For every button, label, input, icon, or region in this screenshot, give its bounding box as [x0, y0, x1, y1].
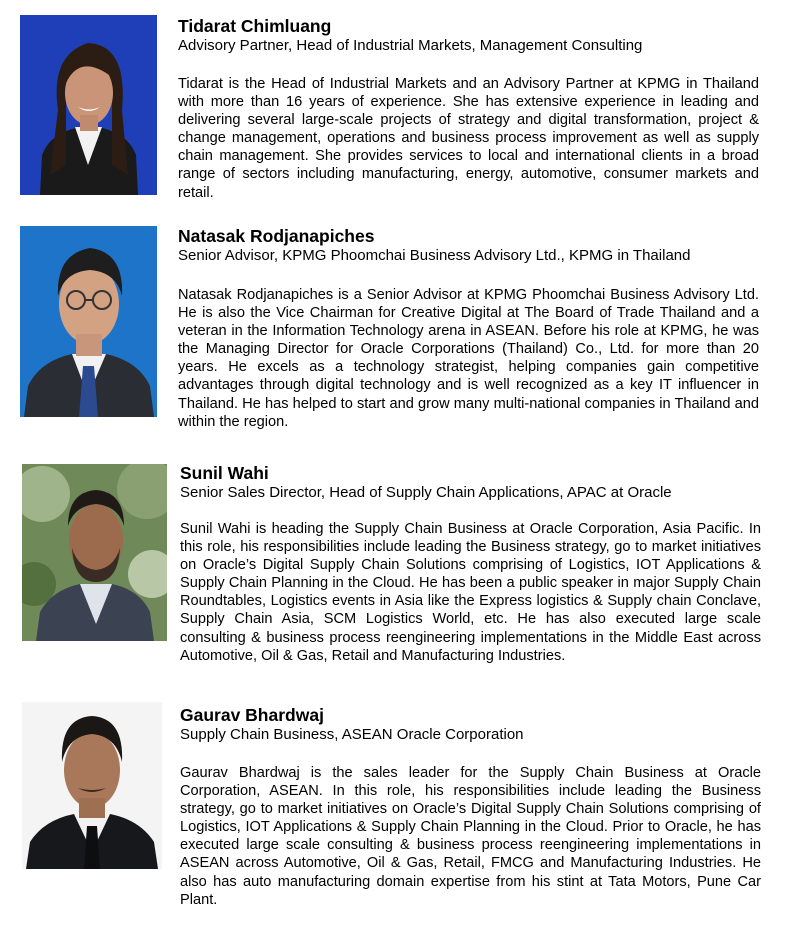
profile-title: Senior Sales Director, Head of Supply Chain Applications, APAC at Oracle — [180, 484, 672, 501]
profile-photo — [20, 15, 157, 195]
profile-name: Tidarat Chimluang — [178, 16, 332, 36]
profile-title: Supply Chain Business, ASEAN Oracle Corporation — [180, 726, 524, 743]
profile-name: Gaurav Bhardwaj — [180, 705, 324, 725]
profile-bio: Gaurav Bhardwaj is the sales leader for the Supply Chain Business at Oracle Corporation, ASEAN. In this role, his responsibilities include leading the Business strategy, go to market initiatives on Oracle’s Digital Supply Chain Solutions comprising of Logistics, IOT Applications & Supply Chain Planning in the Cloud. Prior to Oracle, he has executed large scale consulting & business process reengineering implementations in ASEAN across Automotive, Oil & Gas, Retail, FMCG and Manufacturing Industries. He also has auto manufacturing domain expertise from his stint at Tata Motors, Pune Car Plant. — [180, 765, 761, 908]
profile-name: Sunil Wahi — [180, 463, 269, 483]
profile-title: Advisory Partner, Head of Industrial Markets, Management Consulting — [178, 37, 643, 54]
profile-name: Natasak Rodjanapiches — [178, 226, 375, 246]
profile-photo — [22, 702, 162, 869]
profile-bio: Tidarat is the Head of Industrial Markets and an Advisory Partner at KPMG in Thailand with more than 16 years of experience. She has extensive experience in leading and delivering several large-scale projects of strategy and digital transformation, project & change management, operations and business process improvement as well as supply chain management. She provides services to local and international clients in a broad range of sectors including manufacturing, energy, automotive, consumer markets and retail. — [178, 76, 759, 201]
profile-bio: Sunil Wahi is heading the Supply Chain Business at Oracle Corporation, Asia Pacific. In this role, his responsibilities include leading the Business strategy, go to market initiatives on Oracle’s Digital Supply Chain Solutions comprising of Logistics, IOT Applications & Supply Chain Planning in the Cloud. He has been a public speaker in major Supply Chain Roundtables, Logistics events in Asia like the Express logistics & Supply chain Conclave, Supply Chain Asia, SCM Logistics World, etc. He has also executed large scale consulting & business process reengineering implementations in the Middle East across Automotive, Oil & Gas, Retail and Manufacturing Industries. — [180, 521, 761, 664]
profile-photo — [22, 464, 167, 641]
profile-photo — [20, 226, 157, 417]
profile-title: Senior Advisor, KPMG Phoomchai Business Advisory Ltd., KPMG in Thailand — [178, 247, 691, 264]
profile-bio: Natasak Rodjanapiches is a Senior Advisor at KPMG Phoomchai Business Advisory Ltd. He is also the Vice Chairman for Creative Digital at The Board of Trade Thailand and a veteran in the Information Technology arena in ASEAN. Before his role at KPMG, he was the Managing Director for Oracle Corporations (Thailand) Co., Ltd. for more than 20 years. He excels as a technology strategist, helping companies gain competitive advantages through digital technology and is well recognized as a key IT influencer in Thailand. He has helped to start and grow many multi-national companies in Thailand and within the region. — [178, 287, 759, 430]
